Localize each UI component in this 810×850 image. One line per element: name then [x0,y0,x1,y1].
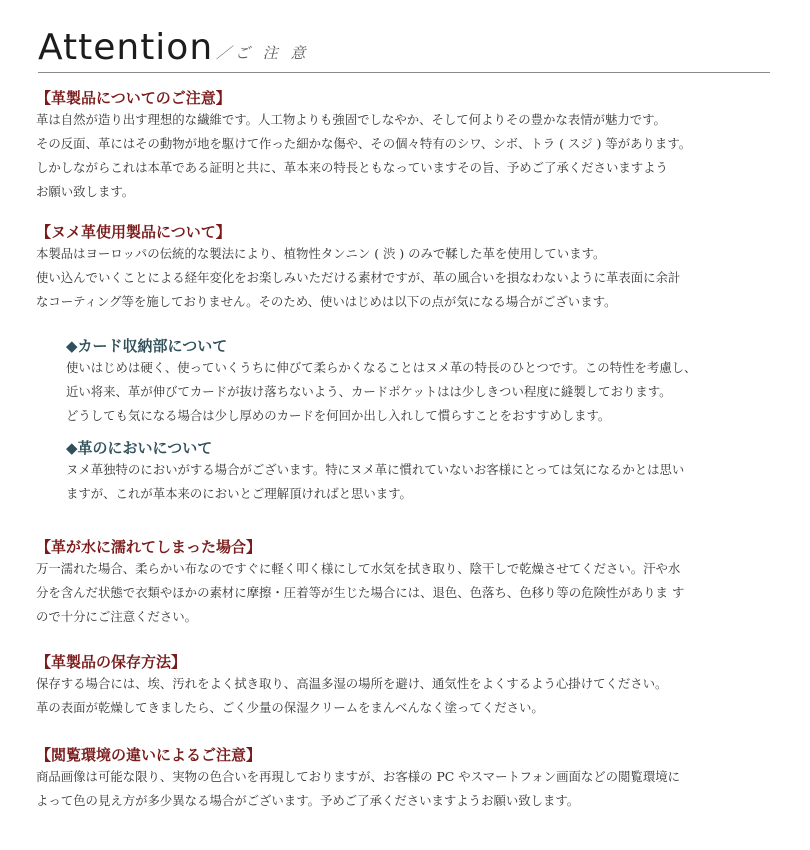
section-leather-notice [36,88,776,204]
paragraph-line: 本製品はヨーロッパの伝統的な製法により、植物性タンニン ( 渋 ) のみで鞣した革を使用しています。 [36,246,606,261]
paragraph-line: 分を含んだ状態で衣類やほかの素材に摩擦・圧着等が生じた場合には、退色、色落ち、色移り等の危険性がありま す [36,585,685,600]
paragraph-line: よって色の見え方が多少異なる場合がございます。予めご了承くださいますようお願い致します。 [36,793,580,808]
paragraph-line: 商品画像は可能な限り、実物の色合いを再現しておりますが、お客様の PC やスマートフォン画面などの閲覧環境に [36,769,680,784]
section-title: 【革製品の保存方法】 [36,653,187,671]
section-title: 【革製品についてのご注意】 [36,89,231,107]
paragraph-line: 万一濡れた場合、柔らかい布なのですぐに軽く叩く様にして水気を拭き取り、陰干しで乾燥させてください。汗や水 [36,561,681,576]
paragraph-line: 革の表面が乾燥してきましたら、ごく少量の保湿クリームをまんべんなく塗ってください。 [36,700,544,715]
paragraph-line: 近い将来、革が伸びてカードが抜け落ちないよう、カードポケットはは少しきつい程度に縫製しております。 [66,384,672,399]
paragraph-line: 使い込んでいくことによる経年変化をお楽しみいただける素材ですが、革の風合いを損なわないように革表面に余計 [36,270,681,285]
paragraph-line: お願い致します。 [36,184,135,199]
subsection-card-pocket [66,336,776,428]
subsection-title: ◆革のにおいについて [66,439,213,457]
paragraph-line: ますが、これが革本来のにおいとご理解頂ければと思います。 [66,486,412,501]
section-storage [36,652,776,720]
section-water-damage [36,537,776,629]
paragraph-line: 革は自然が造り出す理想的な繊維です。人工物よりも強固でしなやか、そして何よりその豊かな表情が魅力です。 [36,112,666,127]
subsection-title: ◆カード収納部について [66,337,228,355]
section-display-environment [36,745,776,813]
paragraph-line: 保存する場合には、埃、汚れをよく拭き取り、高温多湿の場所を避け、通気性をよくするよう心掛けてください。 [36,676,668,691]
paragraph-line: ので十分にご注意ください。 [36,609,198,624]
section-title: 【ヌメ革使用製品について】 [36,223,231,241]
section-title: 【閲覧環境の違いによるご注意】 [36,746,262,764]
page-title: Attention [38,27,214,68]
subsection-leather-smell [66,438,776,506]
paragraph-line: ヌメ革独特のにおいがする場合がございます。特にヌメ革に慣れていないお客様にとっては気になるかとは思い [66,462,685,477]
paragraph-line: 使いはじめは硬く、使っていくうちに伸びて柔らかくなることはヌメ革の特長のひとつです。この特性を考慮し、 [66,360,697,375]
paragraph-line: その反面、革にはその動物が地を駆けて作った細かな傷や、その個々特有のシワ、シボ、トラ ( スジ ) 等があります。 [36,136,692,151]
paragraph-line: なコーティング等を施しておりません。そのため、使いはじめは以下の点が気になる場合がございます。 [36,294,617,309]
page-header [38,26,770,74]
paragraph-line: しかしながらこれは本革である証明と共に、革本来の特長ともなっていますその旨、予めご了承くださいますよう [36,160,668,175]
paragraph-line: どうしても気になる場合は少し厚めのカードを何回か出し入れして慣らすことをおすすめします。 [66,408,611,423]
header-divider [38,72,770,73]
section-nume-leather [36,222,776,314]
section-title: 【革が水に濡れてしまった場合】 [36,538,262,556]
page-subtitle: ／ご 注 意 [216,44,310,62]
